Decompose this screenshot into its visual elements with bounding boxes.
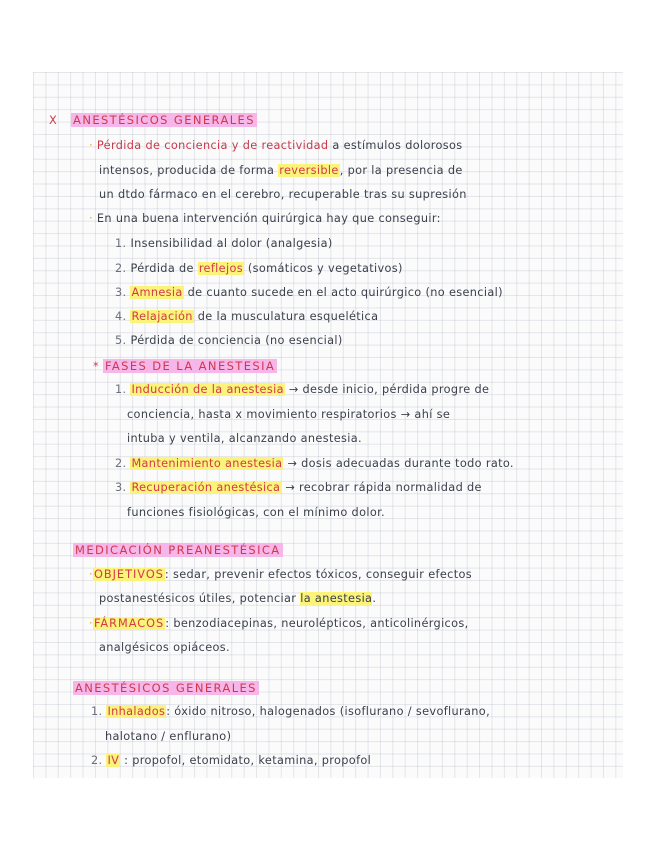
list-number: 1.: [91, 705, 103, 718]
text: En una buena intervención quirúrgica hay que conseguir:: [96, 212, 441, 225]
p1-line2: [99, 163, 463, 179]
objetivos-line2: [99, 591, 376, 607]
fase-item: [115, 382, 489, 398]
text: postanestésicos útiles, potenciar: [99, 592, 301, 605]
list-item-continuation: [105, 729, 231, 745]
section-title-row: [49, 112, 257, 129]
text: → dosis adecuadas durante todo rato.: [283, 457, 514, 470]
list-number: 2.: [115, 262, 127, 275]
text: : sedar, prevenir efectos tóxicos, conseguir efectos: [164, 568, 472, 581]
text: conciencia, hasta x movimiento respiratorios → ahí se: [127, 408, 451, 421]
text: → recobrar rápida normalidad de: [281, 481, 482, 494]
fase-item: [115, 480, 482, 496]
bullet: ·: [89, 617, 93, 630]
highlight-reversible: reversible: [279, 164, 339, 177]
fases-title-row: [93, 358, 277, 375]
list-number: 4.: [115, 310, 127, 323]
list-item: [115, 261, 403, 277]
text: .: [372, 592, 377, 605]
farmacos-line2: [99, 640, 230, 656]
text: analgésicos opiáceos.: [99, 641, 230, 654]
objetivos-line1: [89, 567, 472, 583]
section-title-row: [73, 680, 259, 697]
fase-item-continuation: [127, 431, 362, 447]
text: → desde inicio, pérdida progre de: [284, 383, 490, 396]
highlight: Mantenimiento anestesia: [131, 457, 283, 470]
notebook-page: [33, 72, 623, 778]
fase-item: [115, 456, 514, 472]
highlight: reflejos: [198, 262, 243, 275]
x-marker: X: [49, 114, 58, 127]
list-item: [115, 236, 333, 252]
text: intuba y ventila, alcanzando anestesia.: [127, 432, 362, 445]
objetivos-label: OBJETIVOS: [93, 568, 164, 581]
text: Pérdida de conciencia (no esencial): [130, 334, 343, 347]
list-number: 2.: [91, 754, 103, 767]
p1-line3: [99, 187, 467, 203]
fases-title: FASES DE LA ANESTESIA: [104, 359, 276, 373]
emphasis: reactividad: [261, 139, 329, 152]
section-title-anestesicos: ANESTÉSICOS GENERALES: [73, 113, 255, 127]
text: : óxido nitroso, halogenados (isoflurano / sevoflurano,: [166, 705, 491, 718]
text: Pérdida de conciencia y de: [96, 139, 262, 152]
list-number: 5.: [115, 334, 127, 347]
list-item: [115, 285, 503, 301]
text: halotano / enflurano): [105, 730, 232, 743]
list-number: 3.: [115, 286, 127, 299]
text: : benzodiacepinas, neurolépticos, anticolinérgicos,: [165, 617, 469, 630]
highlight: IV: [107, 754, 120, 767]
list-number: 2.: [115, 457, 127, 470]
farmacos-line1: [89, 616, 469, 632]
highlight: Inhalados: [107, 705, 166, 718]
list-item: [91, 704, 490, 720]
section-title-row: [73, 542, 283, 559]
bullet: ·: [89, 568, 93, 581]
highlight: la anestesia: [300, 592, 373, 605]
list-item: [91, 753, 371, 769]
highlight: Relajación: [131, 310, 193, 323]
text: , por la presencia de: [339, 164, 463, 177]
text: funciones fisiológicas, con el mínimo dolor.: [127, 506, 385, 519]
section-title-medicacion: MEDICACIÓN PREANESTÉSICA: [75, 543, 281, 557]
list-number: 1.: [115, 237, 127, 250]
text: Insensibilidad al dolor (analgesia): [130, 237, 333, 250]
p1-line1: [89, 138, 463, 154]
text: a estímulos dolorosos: [328, 139, 463, 152]
section-title-anestesicos-2: ANESTÉSICOS GENERALES: [75, 681, 257, 695]
text: Pérdida de: [130, 262, 198, 275]
list-number: 1.: [115, 383, 127, 396]
text: (somáticos y vegetativos): [243, 262, 403, 275]
list-item: [115, 333, 343, 349]
text: de la musculatura esquelética: [193, 310, 379, 323]
list-number: 3.: [115, 481, 127, 494]
list-item: [115, 309, 378, 325]
text: intensos, producida de forma: [99, 164, 279, 177]
highlight: Amnesia: [131, 286, 183, 299]
text: un dtdo fármaco en el cerebro, recuperable tras su supresión: [99, 188, 467, 201]
bullet: ·: [89, 212, 93, 225]
farmacos-label: FÁRMACOS: [93, 617, 165, 630]
highlight: Recuperación anestésica: [131, 481, 281, 494]
star-marker: *: [93, 360, 99, 373]
fase-item-continuation: [127, 505, 385, 521]
text: de cuanto sucede en el acto quirúrgico (no esencial): [183, 286, 503, 299]
text: : propofol, etomidato, ketamina, propofol: [120, 754, 372, 767]
bullet: ·: [89, 139, 93, 152]
fase-item-continuation: [127, 407, 450, 423]
highlight: Inducción de la anestesia: [131, 383, 284, 396]
p2-line: [89, 211, 441, 227]
